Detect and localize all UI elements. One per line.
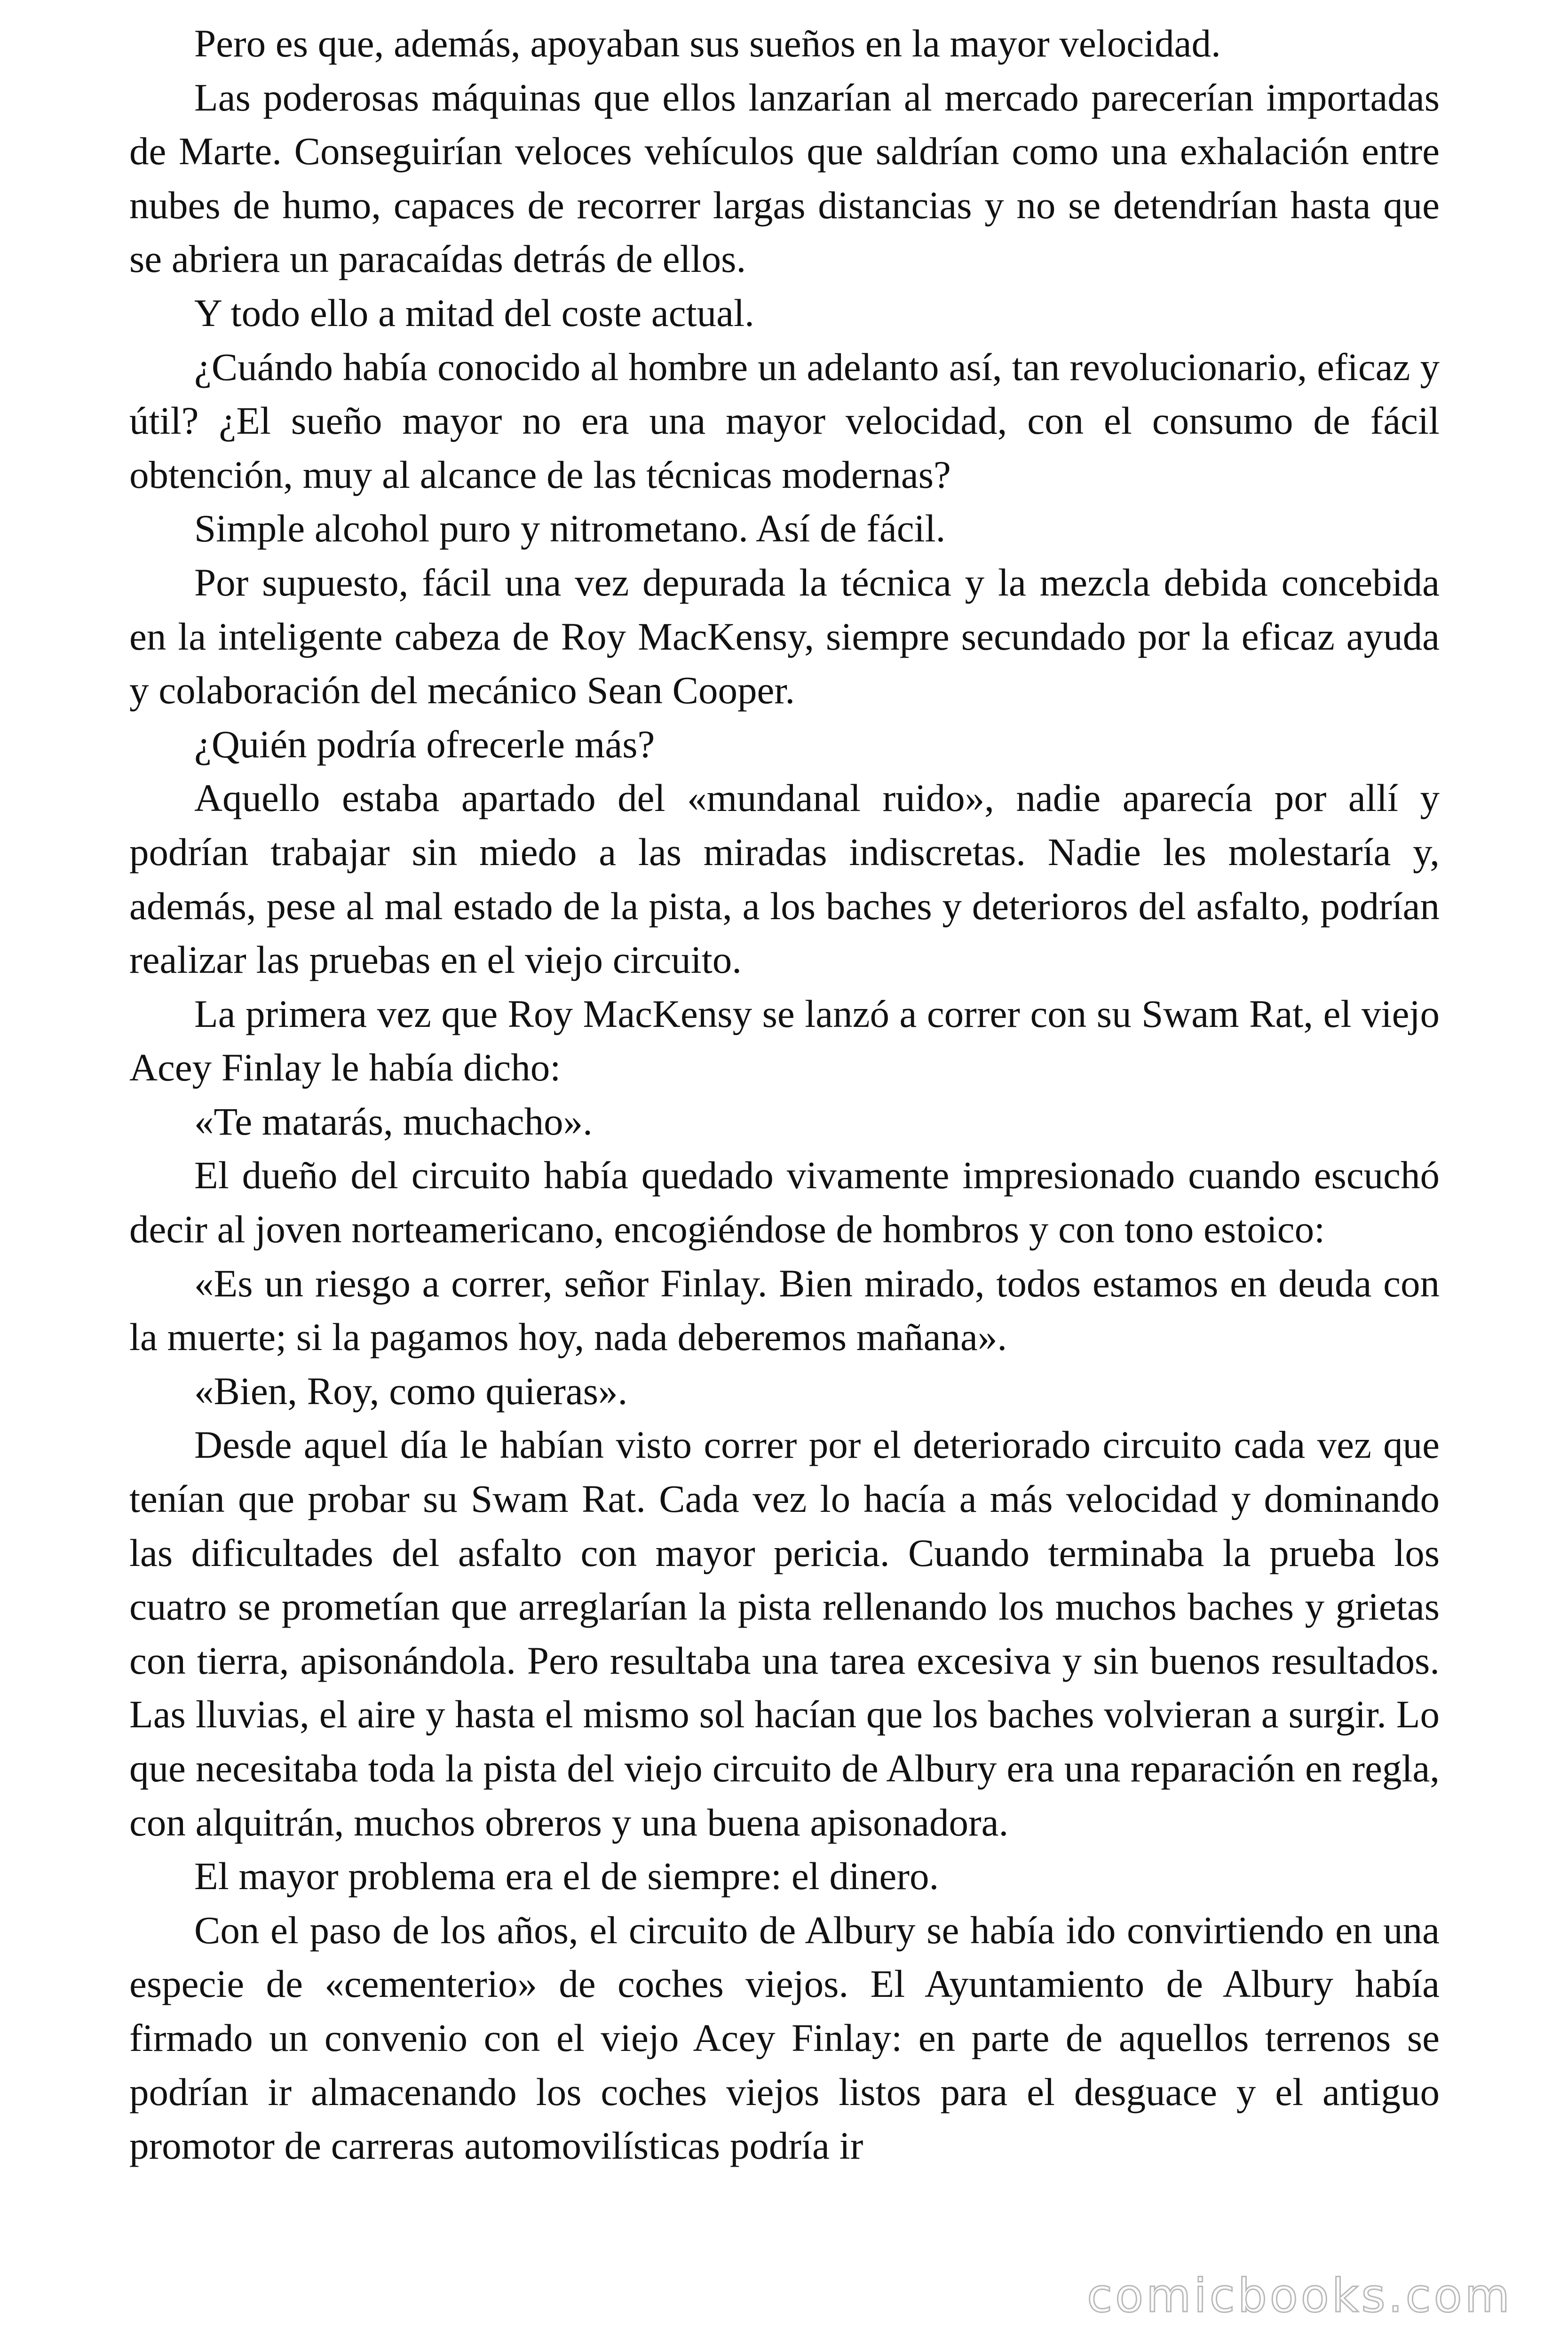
paragraph: El mayor problema era el de siempre: el dinero. [194,1854,939,1898]
paragraph: Las poderosas máquinas que ellos lanzarían al mercado parecerían importadas de Marte. Conseguirían veloces vehículos que saldrían como una exhalación entre nubes de humo, capaces de recorrer largas distancias y no se detendrían hasta que se abriera un paracaídas detrás de ellos. [129,75,1440,281]
paragraph: ¿Cuándo había conocido al hombre un adelanto así, tan revolucionario, eficaz y útil? ¿El sueño mayor no era una mayor velocidad, con el consumo de fácil obtención, muy al alcance de las técnicas modernas? [129,345,1440,496]
paragraph: Aquello estaba apartado del «mundanal ruido», nadie aparecía por allí y podrían trabajar sin miedo a las miradas indiscretas. Nadie les molestaría y, además, pese al mal estado de la pista, a los baches y deterioros del asfalto, podrían realizar las pruebas en el viejo circuito. [129,776,1440,982]
paragraph: «Te matarás, muchacho». [194,1099,593,1143]
paragraph: El dueño del circuito había quedado vivamente impresionado cuando escuchó decir al joven norteamericano, encogiéndose de hombros y con tono estoico: [129,1153,1440,1251]
paragraph: Y todo ello a mitad del coste actual. [194,291,754,334]
paragraph: ¿Quién podría ofrecerle más? [194,722,655,766]
paragraph: Pero es que, además, apoyaban sus sueños en la mayor velocidad. [194,22,1221,65]
paragraph: Simple alcohol puro y nitrometano. Así de fácil. [194,507,946,550]
watermark-logo: comicbooks.com [1087,2269,1513,2323]
paragraph: Desde aquel día le habían visto correr por el deteriorado circuito cada vez que tenían que probar su Swam Rat. Cada vez lo hacía a más velocidad y dominando las dificultades del asfalto con mayor pericia. Cuando terminaba la prueba los cuatro se prometían que arreglarían la pista rellenando los muchos baches y grietas con tierra, apisonándola. Pero resultaba una tarea excesiva y sin buenos resultados. Las lluvias, el aire y hasta el mismo sol hacían que los baches volvieran a surgir. Lo que necesitaba toda la pista del viejo circuito de Albury era una reparación en regla, con alquitrán, muchos obreros y una buena apisonadora. [129,1423,1440,1844]
paragraph: Por supuesto, fácil una vez depurada la técnica y la mezcla debida concebida en la inteligente cabeza de Roy MacKensy, siempre secundado por la eficaz ayuda y colaboración del mecánico Sean Cooper. [129,560,1440,712]
paragraph: La primera vez que Roy MacKensy se lanzó a correr con su Swam Rat, el viejo Acey Finlay le había dicho: [129,992,1440,1089]
paragraph: «Es un riesgo a correr, señor Finlay. Bien mirado, todos estamos en deuda con la muerte; si la pagamos hoy, nada deberemos mañana». [129,1261,1440,1359]
page-body [129,16,1440,2173]
paragraph: Con el paso de los años, el circuito de Albury se había ido convirtiendo en una especie de «cementerio» de coches viejos. El Ayuntamiento de Albury había firmado un convenio con el viejo Acey Finlay: en parte de aquellos terrenos se podrían ir almacenando los coches viejos listos para el desguace y el antiguo promotor de carreras automovilísticas podría ir [129,1908,1440,2168]
paragraph: «Bien, Roy, como quieras». [194,1369,628,1413]
